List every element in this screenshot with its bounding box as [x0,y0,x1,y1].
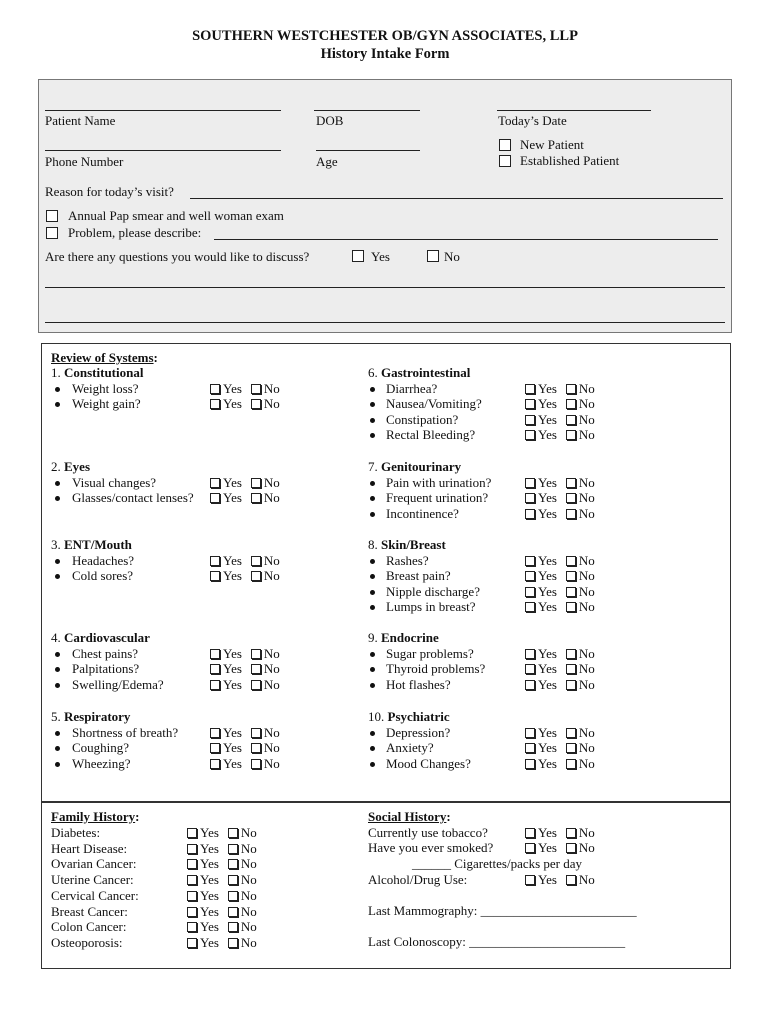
annual-pap-checkbox[interactable] [46,210,58,222]
family-yes-no[interactable]: Yes No [187,856,257,872]
ros-yes-no[interactable]: Yes No [210,553,280,569]
smoked-label: Have you ever smoked? [368,840,494,855]
ros-item-label: Wheezing? [72,755,131,771]
yes-checkbox[interactable] [210,680,220,690]
questions-yes-label: Yes [371,249,390,264]
ros-yes-no[interactable]: Yes No [525,677,595,693]
yes-checkbox[interactable] [210,478,220,488]
ros-yes-no[interactable]: Yes No [210,475,280,491]
new-patient-checkbox[interactable] [499,139,511,151]
ros-item-label: Cold sores? [72,568,134,584]
ros-section-heading: 2. Eyes [51,459,90,474]
no-checkbox[interactable] [228,891,238,901]
family-history-item: Breast Cancer: [51,903,128,919]
last-colonoscopy-field[interactable]: Last Colonoscopy: ________________________ [368,934,626,949]
yes-checkbox[interactable] [525,430,535,440]
ros-yes-no[interactable]: Yes No [210,396,280,412]
ros-yes-no[interactable]: Yes No [525,756,595,772]
questions-no-label: No [444,249,460,264]
dob-field[interactable] [314,110,420,111]
ros-yes-no[interactable]: Yes No [210,568,280,584]
ros-yes-no[interactable]: Yes No [525,584,595,600]
ros-yes-no[interactable]: Yes No [210,677,280,693]
problem-checkbox[interactable] [46,227,58,239]
yes-checkbox[interactable] [187,891,197,901]
alcohol-label: Alcohol/Drug Use: [368,872,468,887]
ros-item-label: Weight loss? [72,380,139,396]
reason-field[interactable] [190,198,723,199]
ros-section-heading: 7. Genitourinary [368,459,462,474]
ros-yes-no[interactable]: Yes No [210,661,280,677]
yes-checkbox[interactable] [525,743,535,753]
no-checkbox[interactable] [566,843,576,853]
yes-checkbox[interactable] [210,493,220,503]
patient-info-section [38,79,732,333]
yes-checkbox[interactable] [187,875,197,885]
ros-item-label: Diarrhea? [386,380,438,396]
bullet-icon [370,512,375,517]
ros-yes-no[interactable]: Yes No [210,490,280,506]
ros-item-label: Incontinence? [386,505,459,521]
yes-checkbox[interactable] [210,664,220,674]
yes-checkbox[interactable] [525,828,535,838]
bullet-icon [55,762,60,767]
ros-yes-no[interactable]: Yes No [525,381,595,397]
no-checkbox[interactable] [251,759,261,769]
yes-checkbox[interactable] [525,680,535,690]
phone-number-field[interactable] [45,150,281,151]
no-checkbox[interactable] [228,875,238,885]
family-history-item: Uterine Cancer: [51,872,134,888]
ros-yes-no[interactable]: Yes No [525,506,595,522]
ros-yes-no[interactable]: Yes No [525,490,595,506]
family-yes-no[interactable]: Yes No [187,888,257,904]
bullet-icon [370,762,375,767]
yes-checkbox[interactable] [187,828,197,838]
ros-yes-no[interactable]: Yes No [210,646,280,662]
ros-yes-no[interactable]: Yes No [210,740,280,756]
dob-label: DOB [316,113,344,128]
todays-date-field[interactable] [497,110,651,111]
ros-item-label: Nipple discharge? [386,583,480,599]
yes-checkbox[interactable] [210,649,220,659]
annual-pap-label: Annual Pap smear and well woman exam [68,208,284,223]
yes-checkbox[interactable] [210,728,220,738]
ros-item-label: Anxiety? [386,740,434,756]
patient-name-label: Patient Name [45,113,116,128]
ros-yes-no[interactable]: Yes No [525,396,595,412]
ros-section-heading: 10. Psychiatric [368,709,450,724]
ros-yes-no[interactable]: Yes No [525,646,595,662]
ros-item-label: Shortness of breath? [72,724,179,740]
family-yes-no[interactable]: Yes No [187,841,257,857]
yes-checkbox[interactable] [210,384,220,394]
ros-item-label: Nausea/Vomiting? [386,396,482,412]
yes-checkbox[interactable] [210,571,220,581]
no-checkbox[interactable] [228,859,238,869]
yes-checkbox[interactable] [187,859,197,869]
no-checkbox[interactable] [566,415,576,425]
bullet-icon [370,481,375,486]
new-patient-label: New Patient [520,137,584,152]
ros-yes-no[interactable]: Yes No [525,661,595,677]
ros-item-label: Weight gain? [72,396,141,412]
ros-yes-no[interactable]: Yes No [210,725,280,741]
tobacco-yes-no[interactable]: Yes No [525,825,595,841]
no-checkbox[interactable] [228,844,238,854]
yes-checkbox[interactable] [187,844,197,854]
ros-yes-no[interactable]: Yes No [525,740,595,756]
bullet-icon [55,652,60,657]
tobacco-label: Currently use tobacco? [368,825,488,840]
questions-label: Are there any questions you would like to discuss? [45,249,310,264]
family-yes-no[interactable]: Yes No [187,919,257,935]
bullet-icon [370,387,375,392]
ros-section-heading: 4. Cardiovascular [51,630,150,645]
yes-checkbox[interactable] [525,493,535,503]
ros-item-label: Frequent urination? [386,490,489,506]
yes-checkbox[interactable] [187,907,197,917]
ros-yes-no[interactable]: Yes No [525,553,595,569]
ros-yes-no[interactable]: Yes No [525,725,595,741]
no-checkbox[interactable] [251,384,261,394]
family-history-item: Colon Cancer: [51,919,127,935]
yes-checkbox[interactable] [525,759,535,769]
family-history-item: Heart Disease: [51,840,128,856]
bullet-icon [370,590,375,595]
yes-checkbox[interactable] [525,728,535,738]
yes-checkbox[interactable] [210,759,220,769]
yes-checkbox[interactable] [525,571,535,581]
ros-section-heading: 8. Skin/Breast [368,537,446,552]
ros-item-label: Chest pains? [72,645,139,661]
alcohol-yes-no[interactable]: Yes No [525,872,595,888]
established-patient-label: Established Patient [520,153,620,168]
ros-yes-no[interactable]: Yes No [525,475,595,491]
ros-yes-no[interactable]: Yes No [210,756,280,772]
questions-line-2[interactable] [45,322,725,323]
ros-yes-no[interactable]: Yes No [525,568,595,584]
age-label: Age [316,154,338,169]
ros-section-heading: 9. Endocrine [368,630,439,645]
ros-title: Review of Systems: [51,350,158,365]
phone-number-label: Phone Number [45,154,124,169]
questions-yes-checkbox[interactable] [352,250,364,262]
reason-label: Reason for today’s visit? [45,184,174,199]
no-checkbox[interactable] [566,587,576,597]
no-checkbox[interactable] [251,664,261,674]
no-checkbox[interactable] [566,680,576,690]
yes-checkbox[interactable] [525,384,535,394]
no-checkbox[interactable] [566,556,576,566]
no-checkbox[interactable] [566,828,576,838]
ros-yes-no[interactable]: Yes No [525,412,595,428]
no-checkbox[interactable] [566,602,576,612]
no-checkbox[interactable] [566,478,576,488]
yes-checkbox[interactable] [525,399,535,409]
ros-item-label: Coughing? [72,740,130,756]
bullet-icon [370,683,375,688]
ros-item-label: Pain with urination? [386,474,492,490]
family-history-title: Family History: [51,809,140,824]
family-yes-no[interactable]: Yes No [187,935,257,951]
family-history-item: Diabetes: [51,825,101,840]
practice-name: SOUTHERN WESTCHESTER OB/GYN ASSOCIATES, LLP [192,28,578,44]
no-checkbox[interactable] [566,509,576,519]
no-checkbox[interactable] [566,875,576,885]
no-checkbox[interactable] [566,493,576,503]
no-checkbox[interactable] [251,493,261,503]
no-checkbox[interactable] [566,430,576,440]
no-checkbox[interactable] [228,828,238,838]
ros-item-label: Visual changes? [72,474,157,490]
no-checkbox[interactable] [566,571,576,581]
no-checkbox[interactable] [251,571,261,581]
family-history-item: Ovarian Cancer: [51,856,137,872]
no-checkbox[interactable] [566,649,576,659]
ros-section-heading: 1. Constitutional [51,365,144,380]
smoked-yes-no[interactable]: Yes No [525,840,595,856]
no-checkbox[interactable] [566,759,576,769]
established-patient-checkbox[interactable] [499,155,511,167]
ros-yes-no[interactable]: Yes No [525,427,595,443]
family-yes-no[interactable]: Yes No [187,904,257,920]
ros-item-label: Depression? [386,724,451,740]
questions-no-checkbox[interactable] [427,250,439,262]
bullet-icon [55,731,60,736]
no-checkbox[interactable] [566,664,576,674]
no-checkbox[interactable] [228,938,238,948]
bullet-icon [55,481,60,486]
form-title: History Intake Form [320,46,450,62]
ros-item-label: Rectal Bleeding? [386,427,476,443]
ros-item-label: Lumps in breast? [386,599,476,615]
no-checkbox[interactable] [251,649,261,659]
yes-checkbox[interactable] [525,602,535,612]
ros-item-label: Breast pain? [386,568,451,584]
bullet-icon [55,559,60,564]
ros-item-label: Mood Changes? [386,755,471,771]
yes-checkbox[interactable] [525,556,535,566]
yes-checkbox[interactable] [525,509,535,519]
no-checkbox[interactable] [251,743,261,753]
problem-description-field[interactable] [214,239,718,240]
questions-line-1[interactable] [45,287,725,288]
bullet-icon [55,683,60,688]
ros-yes-no[interactable]: Yes No [525,599,595,615]
ros-item-label: Thyroid problems? [386,661,486,677]
ros-item-label: Rashes? [386,552,429,568]
yes-checkbox[interactable] [210,556,220,566]
no-checkbox[interactable] [228,907,238,917]
ros-yes-no[interactable]: Yes No [210,381,280,397]
no-checkbox[interactable] [251,399,261,409]
ros-section-heading: 6. Gastrointestinal [368,365,471,380]
bullet-icon [370,731,375,736]
ros-item-label: Constipation? [386,411,459,427]
ros-item-label: Swelling/Edema? [72,676,164,692]
no-checkbox[interactable] [251,556,261,566]
no-checkbox[interactable] [566,399,576,409]
yes-checkbox[interactable] [210,399,220,409]
ros-item-label: Palpitations? [72,661,140,677]
age-field[interactable] [316,150,420,151]
bullet-icon [370,559,375,564]
no-checkbox[interactable] [566,728,576,738]
ros-item-label: Hot flashes? [386,676,451,692]
cigarettes-line: ______ Cigarettes/packs per day [412,856,583,871]
bullet-icon [370,418,375,423]
social-history-title: Social History: [368,809,451,824]
yes-checkbox[interactable] [187,922,197,932]
no-checkbox[interactable] [251,680,261,690]
ros-item-label: Headaches? [72,552,135,568]
no-checkbox[interactable] [251,728,261,738]
problem-label: Problem, please describe: [68,225,202,240]
todays-date-label: Today’s Date [498,113,567,128]
patient-name-field[interactable] [45,110,281,111]
bullet-icon [370,652,375,657]
ros-item-label: Glasses/contact lenses? [72,490,194,506]
ros-section-heading: 5. Respiratory [51,709,131,724]
bullet-icon [55,387,60,392]
yes-checkbox[interactable] [525,415,535,425]
yes-checkbox[interactable] [525,587,535,597]
no-checkbox[interactable] [228,922,238,932]
no-checkbox[interactable] [566,384,576,394]
no-checkbox[interactable] [251,478,261,488]
yes-checkbox[interactable] [187,938,197,948]
ros-section-heading: 3. ENT/Mouth [51,537,132,552]
cigarettes-blank[interactable]: ______ [412,856,451,871]
family-yes-no[interactable]: Yes No [187,872,257,888]
yes-checkbox[interactable] [525,649,535,659]
yes-checkbox[interactable] [210,743,220,753]
yes-checkbox[interactable] [525,875,535,885]
family-history-item: Cervical Cancer: [51,887,139,903]
ros-item-label: Sugar problems? [386,645,474,661]
family-history-item: Osteoporosis: [51,934,123,950]
last-mammography-field[interactable]: Last Mammography: ________________________ [368,903,637,918]
yes-checkbox[interactable] [525,664,535,674]
yes-checkbox[interactable] [525,478,535,488]
no-checkbox[interactable] [566,743,576,753]
family-yes-no[interactable]: Yes No [187,825,257,841]
yes-checkbox[interactable] [525,843,535,853]
